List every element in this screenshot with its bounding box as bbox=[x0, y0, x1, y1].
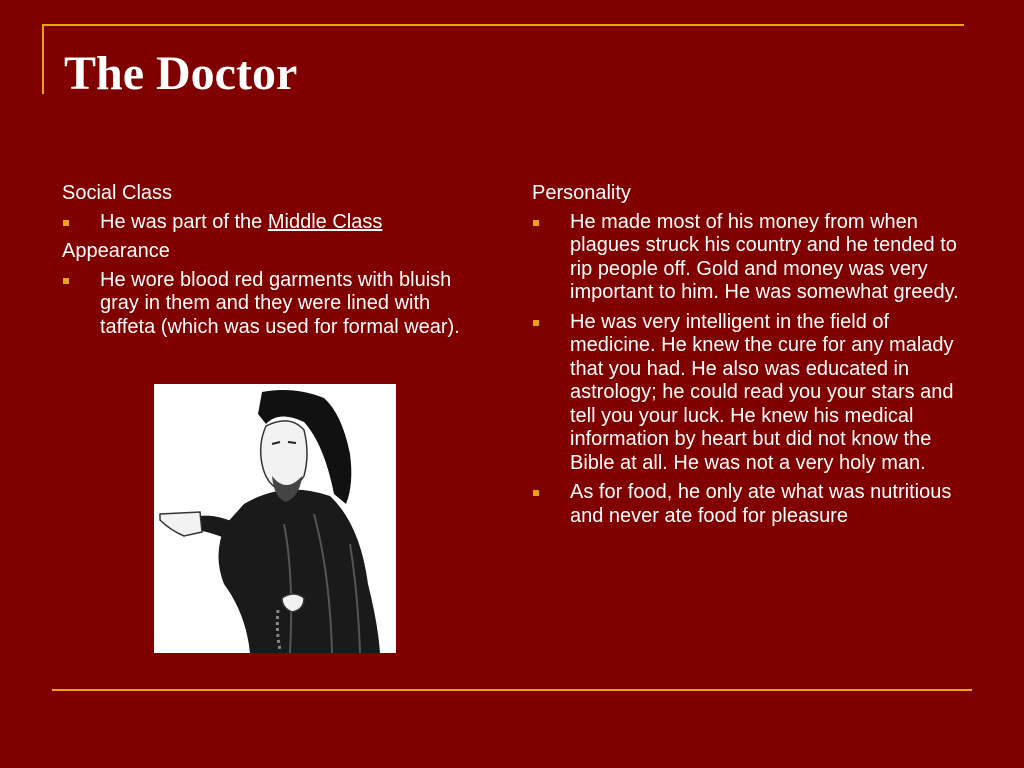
middle-class-link[interactable]: Middle Class bbox=[267, 210, 383, 233]
square-bullet-icon bbox=[533, 320, 539, 326]
list-item bbox=[532, 481, 972, 528]
personality-text: As for food, he only ate what was nutritious and never ate food for pleasure bbox=[570, 481, 952, 527]
list-item bbox=[532, 311, 972, 476]
square-bullet-icon bbox=[63, 278, 69, 284]
appearance-text: He wore blood red garments with bluish gray in them and they were lined with taffeta (which was used for formal wear). bbox=[100, 268, 460, 338]
personality-heading: Personality bbox=[532, 182, 631, 204]
appearance-heading: Appearance bbox=[62, 240, 170, 262]
right-column bbox=[532, 182, 972, 534]
top-rule bbox=[42, 24, 964, 26]
social-class-text: He was part of the bbox=[100, 210, 268, 233]
social-class-heading: Social Class bbox=[62, 182, 173, 204]
top-left-vertical-rule bbox=[42, 24, 44, 94]
square-bullet-icon bbox=[533, 490, 539, 496]
personality-text: He made most of his money from when plagues struck his country and he tended to rip people off. Gold and money was very important to him. He was somewhat greedy. bbox=[570, 210, 959, 303]
bottom-rule bbox=[52, 689, 972, 691]
appearance-list bbox=[62, 269, 472, 340]
doctor-portrait-drawing bbox=[154, 384, 396, 653]
doctor-portrait-image bbox=[154, 384, 396, 653]
personality-text: He was very intelligent in the field of medicine. He knew the cure for any malady that you had. He also was educated in astrology; he could read you your stars and tell you your luck. He knew his medical information by heart but did not know the Bible at all. He was not a very holy man. bbox=[570, 310, 954, 474]
list-item bbox=[532, 211, 972, 305]
list-item bbox=[62, 269, 472, 340]
personality-list bbox=[532, 211, 972, 529]
square-bullet-icon bbox=[63, 220, 69, 226]
square-bullet-icon bbox=[533, 220, 539, 226]
left-column bbox=[62, 182, 472, 345]
slide-title: The Doctor bbox=[64, 47, 298, 100]
list-item bbox=[62, 211, 472, 235]
social-class-list bbox=[62, 211, 472, 235]
